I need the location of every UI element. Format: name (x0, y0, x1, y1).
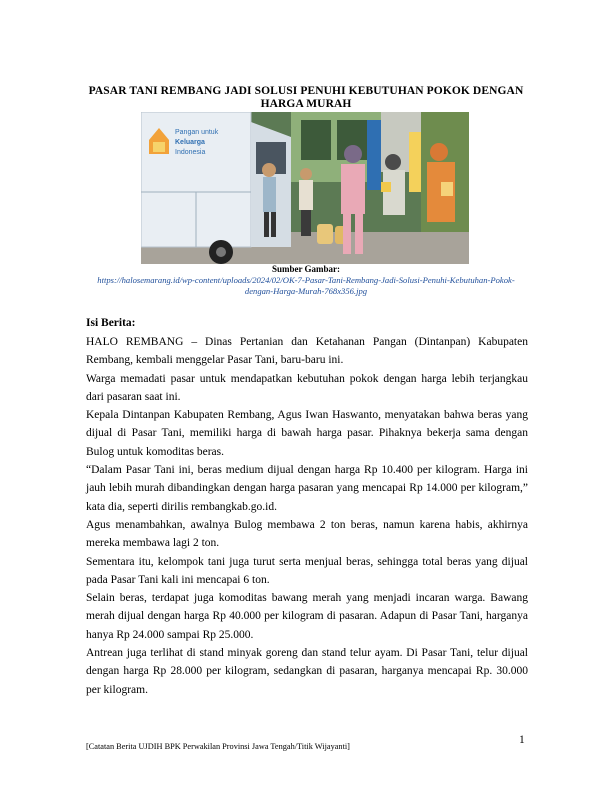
truck-text-2: Keluarga (175, 139, 205, 146)
paragraph: Selain beras, terdapat juga komoditas bawang merah yang menjadi incaran warga. Bawang merah dijual dengan harga Rp 40.000 per kilogram di pasaran. Adapun di Pasar Tani, harganya hanya Rp 24.000 sampai Rp 25.000. (86, 592, 528, 641)
paragraph: Antrean juga terlihat di stand minyak goreng dan stand telur ayam. Di Pasar Tani, telur dijual dengan harga Rp 28.000 per kilogram, sedangkan di pasaran, harganya mencapai Rp. 30.000 per kilogram. (86, 647, 528, 696)
article-body (86, 333, 528, 699)
photo-market-icon (141, 112, 469, 264)
image-caption-label: Sumber Gambar: (271, 264, 341, 274)
page-number: 1 (519, 734, 525, 746)
truck-text-3: Indonesia (175, 149, 206, 156)
truck-text-1: Pangan untuk (175, 129, 219, 136)
paragraph: Warga memadati pasar untuk mendapatkan kebutuhan pokok dengan harga lebih terjangkau dari pasaran saat ini. (86, 372, 528, 403)
image-source-link[interactable]: https://halosemarang.id/wp-content/uploads/2024/02/OK-7-Pasar-Tani-Rembang-Jadi-Solusi-Penuhi-Kebutuhan-Pokok-dengan-Harga-Murah-768x356.jpg (97, 275, 515, 296)
page-footer: [Catatan Berita UJDIH BPK Perwakilan Provinsi Jawa Tengah/Titik Wijayanti] (86, 742, 350, 751)
paragraph: HALO REMBANG – Dinas Pertanian dan Ketahanan Pangan (Dintanpan) Kabupaten Rembang, kembali menggelar Pasar Tani, baru-baru ini. (86, 336, 528, 367)
article-photo (141, 112, 469, 264)
paragraph: Kepala Dintanpan Kabupaten Rembang, Agus Iwan Haswanto, menyatakan bahwa beras yang dijual di Pasar Tani, memiliki harga di bawah harga pasar. Pihaknya bekerja sama dengan Bulog untuk komoditas beras. (86, 409, 528, 458)
paragraph: Sementara itu, kelompok tani juga turut serta menjual beras, sehingga total beras yang dijual pada Pasar Tani kali ini mencapai 6 ton. (86, 555, 528, 586)
paragraph: “Dalam Pasar Tani ini, beras medium dijual dengan harga Rp 10.400 per kilogram. Harga ini jauh lebih murah dibandingkan dengan harga pasaran yang mencapai Rp 14.000 per kilogram,” kata dia, seperti dirilis rembangkab.go.id. (86, 464, 528, 513)
article-title: PASAR TANI REMBANG JADI SOLUSI PENUHI KEBUTUHAN POKOK DENGAN HARGA MURAH (88, 85, 524, 110)
section-heading: Isi Berita: (86, 317, 136, 329)
paragraph: Agus menambahkan, awalnya Bulog membawa 2 ton beras, namun karena habis, akhirnya mereka membawa lagi 2 ton. (86, 518, 528, 550)
